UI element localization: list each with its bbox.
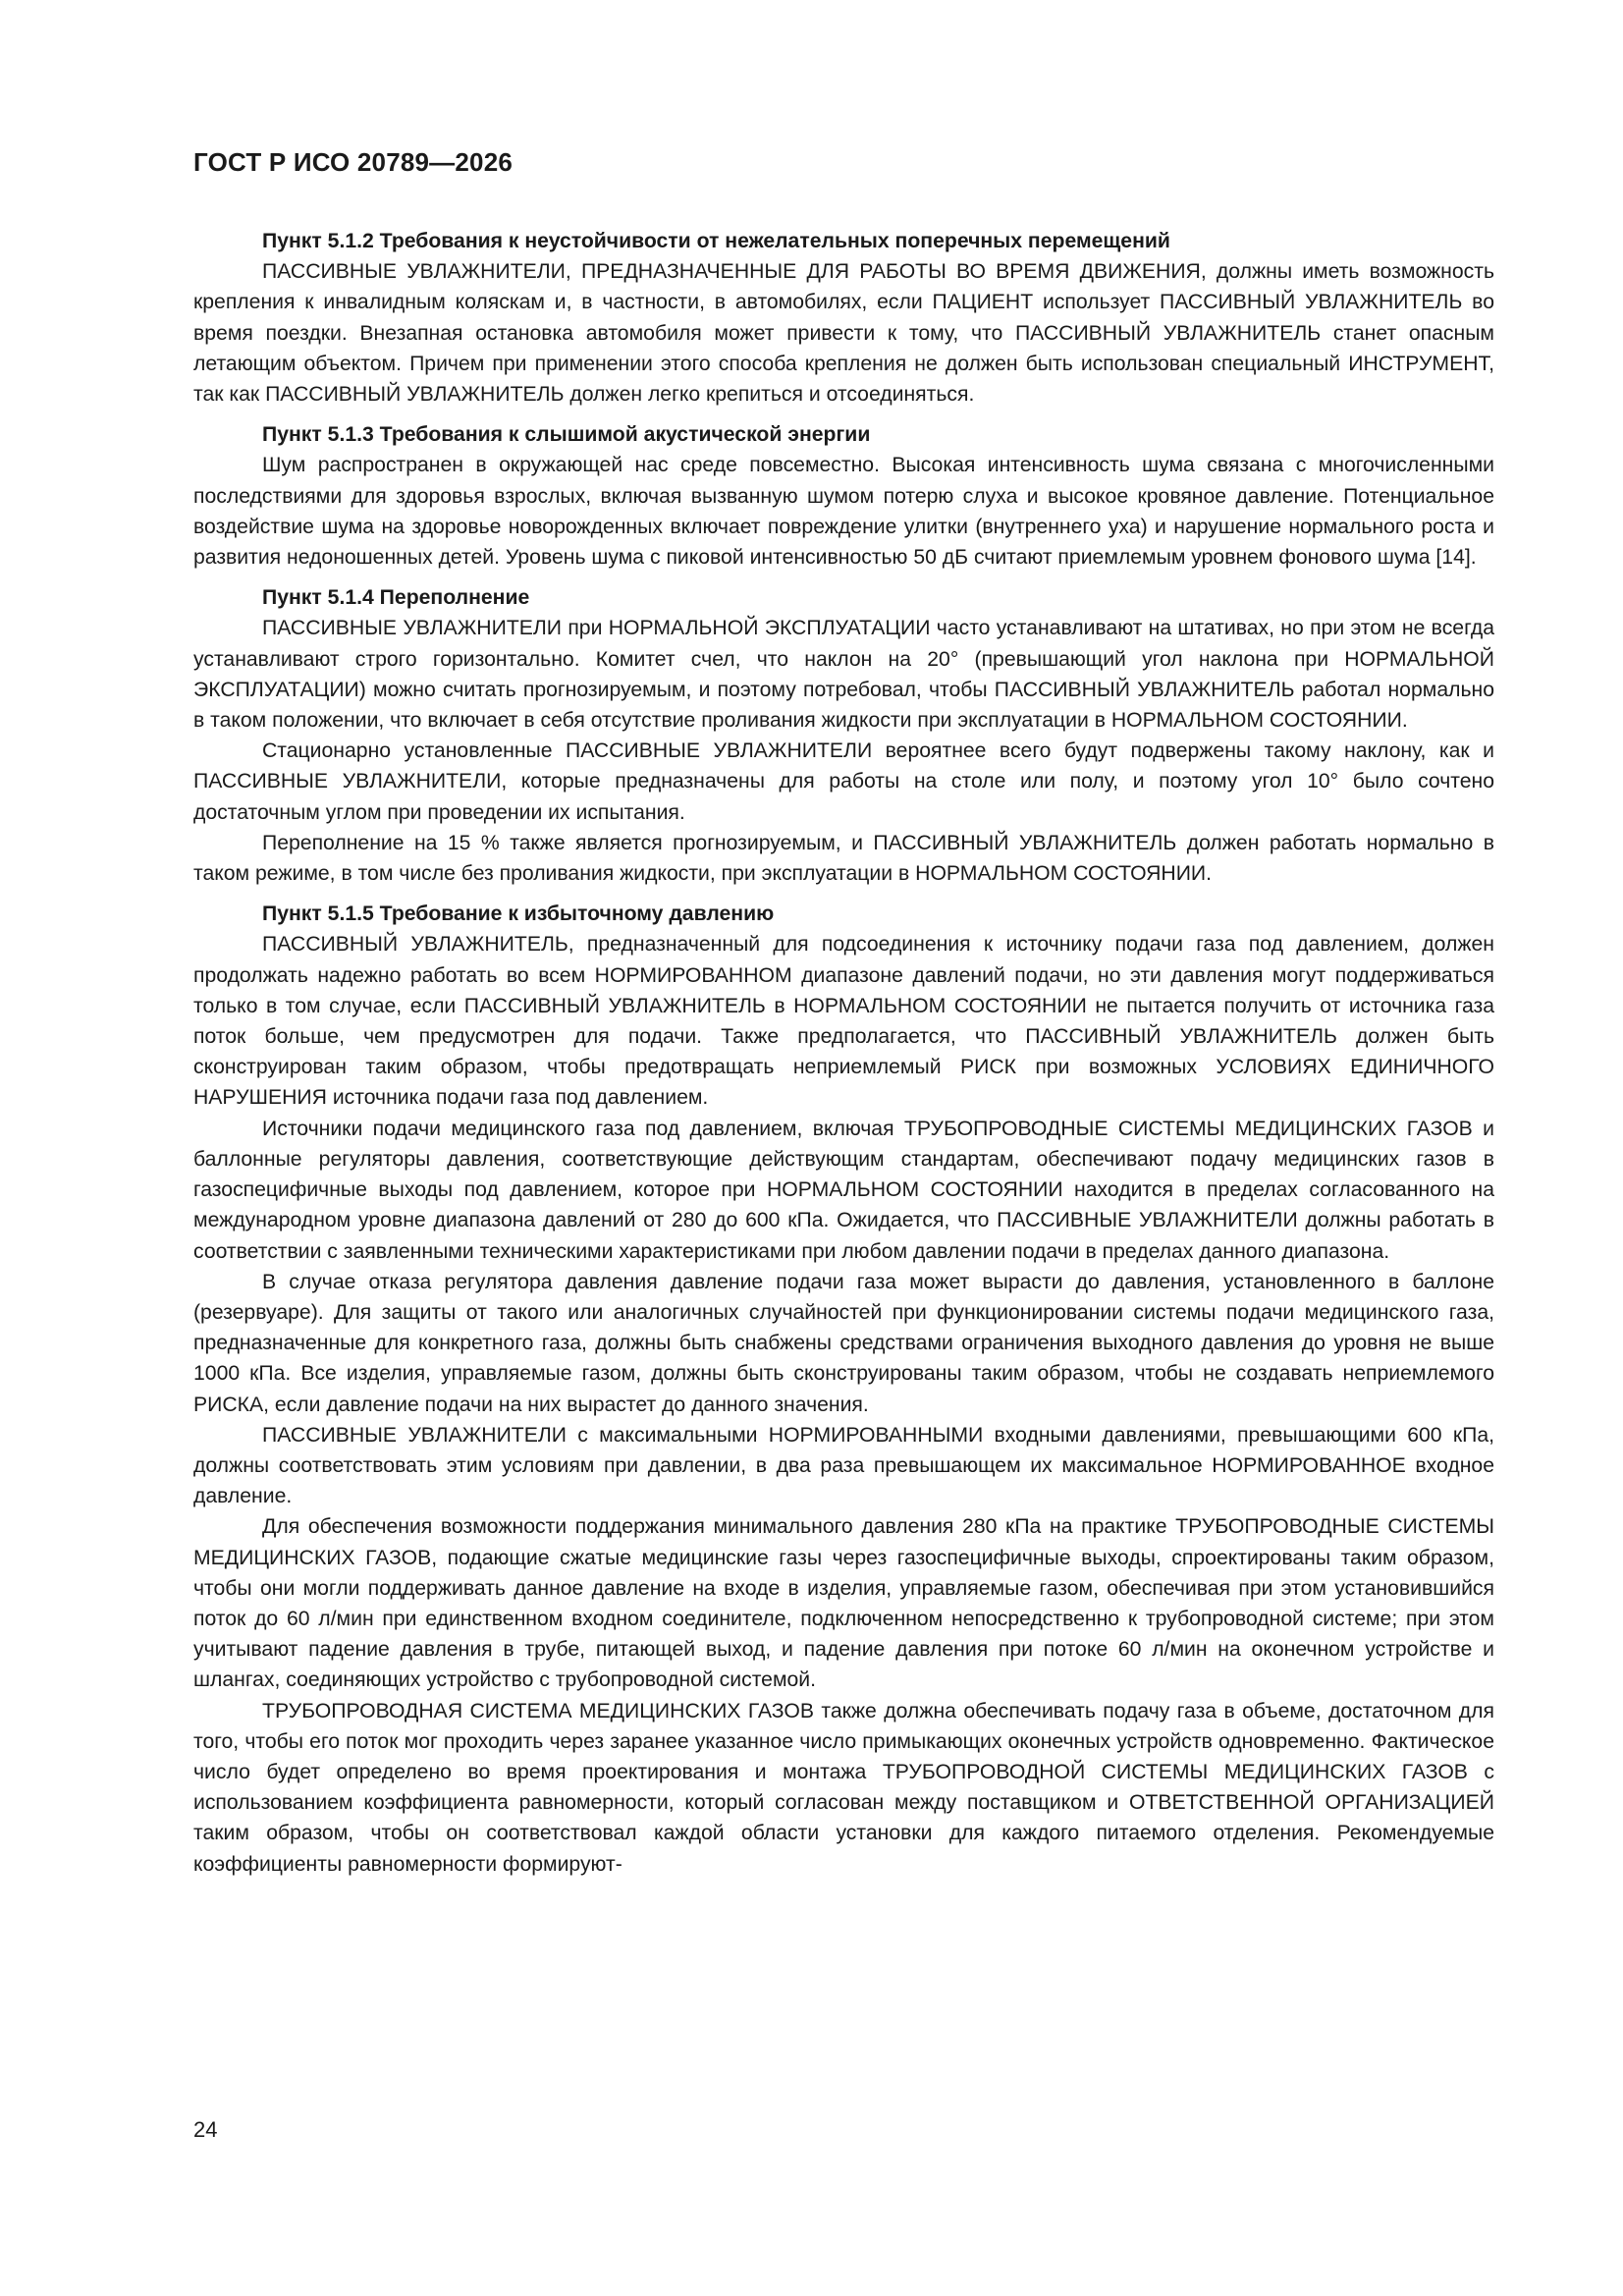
- section-title: Пункт 5.1.5 Требование к избыточному давлению: [262, 902, 775, 926]
- section-5-1-3: [193, 419, 1494, 573]
- section-5-1-5: [193, 899, 1494, 1880]
- document-body: [193, 226, 1494, 1889]
- page-number: 24: [193, 2117, 218, 2142]
- paragraph: Источники подачи медицинского газа под давлением, включая ТРУБОПРОВОДНЫЕ СИСТЕМЫ МЕДИЦИНСКИХ ГАЗОВ и баллонные регуляторы давления, соответствующие действующим стандартам, обеспечивают подачу медицинских газов в газоспецифичные выходы под давлением, которое при НОРМАЛЬНОМ СОСТОЯНИИ находится в пределах согласованного на международном уровне диапазона давлений от 280 до 600 кПа. Ожидается, что ПАССИВНЫЕ УВЛАЖНИТЕЛИ должны работать в соответствии с заявленными техническими характеристиками при любом давлении подачи в пределах данного диапазона.: [193, 1117, 1494, 1263]
- paragraph: В случае отказа регулятора давления давление подачи газа может вырасти до давления, установленного в баллоне (резервуаре). Для защиты от такого или аналогичных случайностей при функционировании системы подачи медицинского газа, предназначенные для конкретного газа, должны быть снабжены средствами ограничения выходного давления до уровня не выше 1000 кПа. Все изделия, управляемые газом, должны быть сконструированы таким образом, чтобы не создавать неприемлемого РИСКА, если давление подачи на них вырастет до данного значения.: [193, 1270, 1494, 1416]
- section-title: Пункт 5.1.4 Переполнение: [262, 586, 530, 610]
- section-5-1-4: [193, 582, 1494, 889]
- paragraph: ПАССИВНЫЕ УВЛАЖНИТЕЛИ, ПРЕДНАЗНАЧЕННЫЕ ДЛЯ РАБОТЫ ВО ВРЕМЯ ДВИЖЕНИЯ, должны иметь возможность крепления к инвалидным коляскам и, в частности, в автомобилях, если ПАЦИЕНТ использует ПАССИВНЫЙ УВЛАЖНИТЕЛЬ во время поездки. Внезапная остановка автомобиля может привести к тому, что ПАССИВНЫЙ УВЛАЖНИТЕЛЬ станет опасным летающим объектом. Причем при применении этого способа крепления не должен быть использован специальный ИНСТРУМЕНТ, так как ПАССИВНЫЙ УВЛАЖНИТЕЛЬ должен легко крепиться и отсоединяться.: [193, 260, 1494, 407]
- paragraph: Для обеспечения возможности поддержания минимального давления 280 кПа на практике ТРУБОПРОВОДНЫЕ СИСТЕМЫ МЕДИЦИНСКИХ ГАЗОВ, подающие сжатые медицинские газы через газоспецифичные выходы, спроектированы таким образом, чтобы они могли поддерживать данное давление на входе в изделия, управляемые газом, обеспечивая при этом установившийся поток до 60 л/мин при единственном входном соединителе, подключенном непосредственно к трубопроводной системе; при этом учитывают падение давления в трубе, питающей выход, и падение давления при потоке 60 л/мин на оконечном устройстве и шлангах, соединяющих устройство с трубопроводной системой.: [193, 1515, 1494, 1692]
- paragraph: ПАССИВНЫЕ УВЛАЖНИТЕЛИ с максимальными НОРМИРОВАННЫМИ входными давлениями, превышающими 600 кПа, должны соответствовать этим условиям при давлении, в два раза превышающем их максимальное НОРМИРОВАННОЕ входное давление.: [193, 1423, 1494, 1508]
- section-title: Пункт 5.1.2 Требования к неустойчивости от нежелательных поперечных перемещений: [262, 230, 1170, 252]
- section-title: Пункт 5.1.3 Требования к слышимой акустической энергии: [262, 423, 871, 447]
- paragraph: ПАССИВНЫЙ УВЛАЖНИТЕЛЬ, предназначенный для подсоединения к источнику подачи газа под давлением, должен продолжать надежно работать во всем НОРМИРОВАННОМ диапазоне давлений подачи, но эти давления могут поддерживаться только в том случае, если ПАССИВНЫЙ УВЛАЖНИТЕЛЬ в НОРМАЛЬНОМ СОСТОЯНИИ не пытается получить от источника газа поток больше, чем предусмотрен для подачи. Также предполагается, что ПАССИВНЫЙ УВЛАЖНИТЕЛЬ должен быть сконструирован таким образом, чтобы предотвращать неприемлемый РИСК при возможных УСЛОВИЯХ ЕДИНИЧНОГО НАРУШЕНИЯ источника подачи газа под давлением.: [193, 933, 1494, 1110]
- paragraph: ТРУБОПРОВОДНАЯ СИСТЕМА МЕДИЦИНСКИХ ГАЗОВ также должна обеспечивать подачу газа в объеме, достаточном для того, чтобы его поток мог проходить через заранее указанное число примыкающих оконечных устройств одновременно. Фактическое число будет определено во время проектирования и монтажа ТРУБОПРОВОДНОЙ СИСТЕМЫ МЕДИЦИНСКИХ ГАЗОВ с использованием коэффициента равномерности, который согласован между поставщиком и ОТВЕТСТВЕННОЙ ОРГАНИЗАЦИЕЙ таким образом, чтобы он соответствовал каждой области установки для каждого питаемого отделения. Рекомендуемые коэффициенты равномерности формируют-: [193, 1699, 1494, 1876]
- paragraph: Переполнение на 15 % также является прогнозируемым, и ПАССИВНЫЙ УВЛАЖНИТЕЛЬ должен работать нормально в таком режиме, в том числе без проливания жидкости, при эксплуатации в НОРМАЛЬНОМ СОСТОЯНИИ.: [193, 831, 1494, 886]
- section-5-1-2: [193, 226, 1494, 410]
- paragraph: Шум распространен в окружающей нас среде повсеместно. Высокая интенсивность шума связана с многочисленными последствиями для здоровья взрослых, включая вызванную шумом потерю слуха и высокое кровяное давление. Потенциальное воздействие шума на здоровье новорожденных включает повреждение улитки (внутреннего уха) и нарушение нормального роста и развития недоношенных детей. Уровень шума с пиковой интенсивностью 50 дБ считают приемлемым уровнем фонового шума [14].: [193, 454, 1494, 570]
- paragraph: Стационарно установленные ПАССИВНЫЕ УВЛАЖНИТЕЛИ вероятнее всего будут подвержены такому наклону, как и ПАССИВНЫЕ УВЛАЖНИТЕЛИ, которые предназначены для работы на столе или полу, и поэтому угол 10° было сочтено достаточным углом при проведении их испытания.: [193, 739, 1494, 824]
- document-header: ГОСТ Р ИСО 20789—2026: [193, 147, 514, 177]
- paragraph: ПАССИВНЫЕ УВЛАЖНИТЕЛИ при НОРМАЛЬНОЙ ЭКСПЛУАТАЦИИ часто устанавливают на штативах, но при этом не всегда устанавливают строго горизонтально. Комитет счел, что наклон на 20° (превышающий угол наклона при НОРМАЛЬНОЙ ЭКСПЛУАТАЦИИ) можно считать прогнозируемым, и поэтому потребовал, чтобы ПАССИВНЫЙ УВЛАЖНИТЕЛЬ работал нормально в таком положении, что включает в себя отсутствие проливания жидкости при эксплуатации в НОРМАЛЬНОМ СОСТОЯНИИ.: [193, 617, 1494, 733]
